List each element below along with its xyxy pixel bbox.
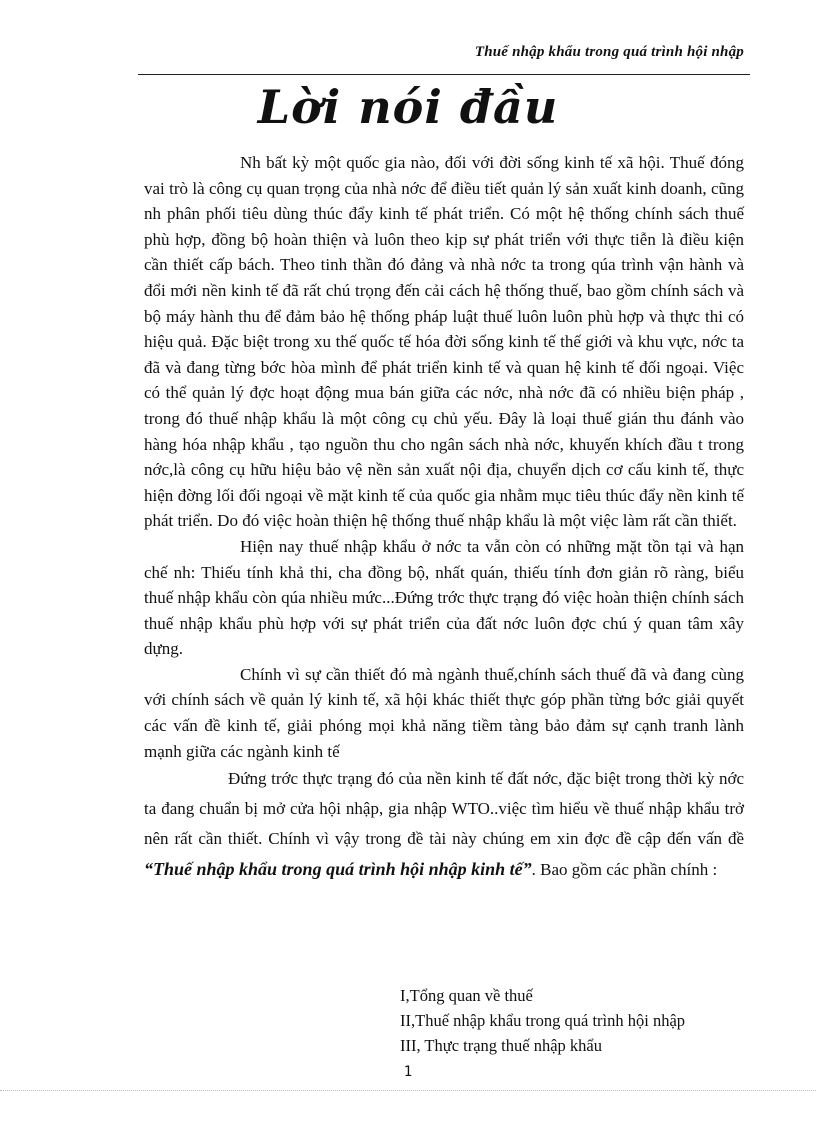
footer-divider xyxy=(0,1090,816,1091)
running-header: Thuế nhập khẩu trong quá trình hội nhập xyxy=(474,44,744,60)
header-divider xyxy=(138,74,750,75)
paragraph: Nh bất kỳ một quốc gia nào, đối với đời sống kinh tế xã hội. Thuế đóng vai trò là công cụ quan trọng của nhà nớc để điều tiết quản lý sản xuất kinh doanh, cũng nh phân phối tiêu dùng thúc đẩy kinh tế phát triển. Có một hệ thống chính sách thuế phù hợp, đồng bộ hoàn thiện và luôn theo kịp sự phát triển với thực tiễn là điều kiện cần thiết cấp bách. Theo tinh thần đó đảng và nhà nớc ta trong qúa trình vận hành và đổi mới nền kinh tế đã rất chú trọng đến cải cách hệ thống thuế, bao gồm chính sách và bộ máy hành thu để đảm bảo hệ thống pháp luật thuế luôn luôn phù hợp và thực thi có hiệu quả. Đặc biệt trong xu thế quốc tế hóa đời sống kinh tế thế giới và khu vực, nớc ta đã và đang từng bớc hòa mình để phát triển kinh tế và quan hệ kinh tế đối ngoại. Việc có thể quản lý đợc hoạt động mua bán giữa các nớc, nhà nớc đã có nhiều biện pháp , trong đó thuế nhập khẩu là một công cụ chủ yếu. Đây là loại thuế gián thu đánh vào hàng hóa nhập khẩu , tạo nguồn thu cho ngân sách nhà nớc, khuyến khích đầu t trong nớc,là công cụ hữu hiệu bảo vệ nền sản xuất nội địa, chuyển dịch cơ cấu kinh tế, thực hiện đờng lối đối ngoại về mặt kinh tế của quốc gia nhằm mục tiêu thúc đẩy nền kinh tế phát triển. Do đó việc hoàn thiện hệ thống thuế nhập khẩu là một việc làm rất cần thiết. xyxy=(144,153,744,531)
topic-title: “Thuế nhập khẩu trong quá trình hội nhập kinh tế” xyxy=(144,859,532,880)
paragraph-text: Đứng trớc thực trạng đó của nền kinh tế đất nớc, đặc biệt trong thời kỳ nớc ta đang chuẩn bị mở cửa hội nhập, gia nhập WTO..việc tìm hiểu về thuế nhập khẩu trở nên rất cần thiết. Chính vì vậy trong đề tài này chúng em xin đợc đề cập đến vấn đề xyxy=(144,769,744,849)
body-text xyxy=(144,150,744,885)
paragraph: Chính vì sự cần thiết đó mà ngành thuế,chính sách thuế đã và đang cùng với chính sách về quản lý kinh tế, xã hội khác thiết thực góp phần từng bớc giải quyết các vấn đề kinh tế, giải phóng mọi khả năng tiềm tàng bảo đảm sự cạnh tranh lành mạnh giữa các ngành kinh tế xyxy=(144,664,744,761)
paragraph-intro-topic xyxy=(144,764,744,885)
paragraph-text-end: . Bao gồm các phần chính : xyxy=(531,860,718,880)
paragraph: Hiện nay thuế nhập khẩu ở nớc ta vẫn còn có những mặt tồn tại và hạn chế nh: Thiếu tính khả thi, cha đồng bộ, nhất quán, thiếu tính đơn giản rõ ràng, biểu thuế nhập khẩu còn qúa nhiều mức...Đứng trớc thực trạng đó việc hoàn thiện chính sách thuế nhập khẩu phù hợp với sự phát triển của đất nớc luôn đợc chú ý quan tâm xây dựng. xyxy=(144,536,744,659)
outline-item: I,Tổng quan về thuế xyxy=(400,986,533,1005)
page-number: 1 xyxy=(403,1064,413,1080)
page-title: Lời nói đầu xyxy=(257,80,559,134)
outline-item: II,Thuế nhập khẩu trong quá trình hội nhập xyxy=(400,1011,686,1030)
outline-list xyxy=(400,983,685,1058)
outline-item: III, Thực trạng thuế nhập khẩu xyxy=(400,1036,602,1055)
